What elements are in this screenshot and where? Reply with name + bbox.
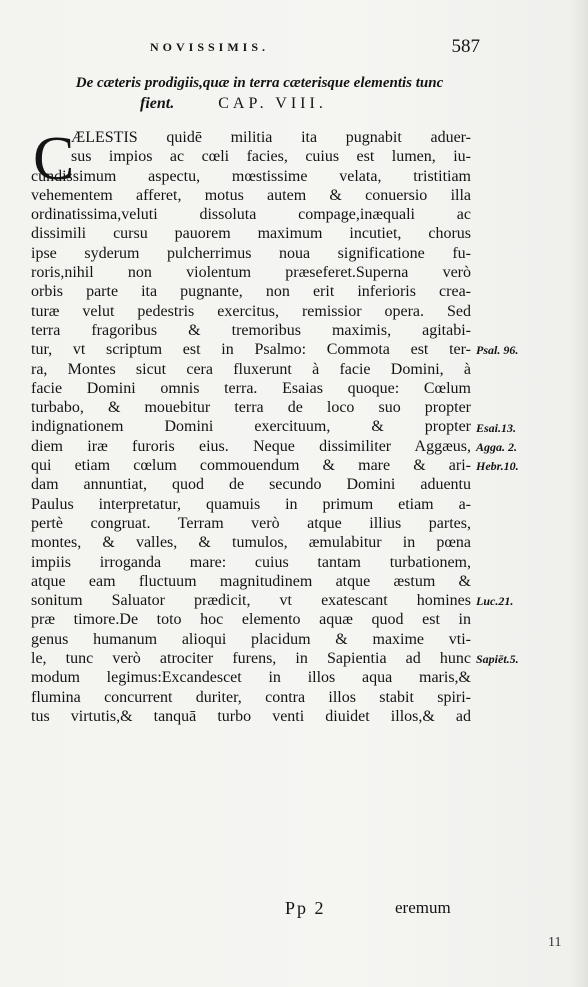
text-line: ordinatissima,veluti dissoluta compage,inæquali ac (31, 206, 471, 224)
text-line: flumina concurrent duriter, contra illos stabit spiri- (31, 688, 471, 706)
text-line: montes, & valles, & tumulos, æmulabitur in pœna (31, 534, 471, 552)
chapter-title-end: fient. (140, 95, 175, 112)
text-line: orbis parte ita pugnante, non erit inferioris crea- (31, 283, 471, 301)
running-head: NOVISSIMIS. (150, 40, 270, 54)
text-line: cundissimum aspectu, mœstissime velata, tristitiam (31, 167, 471, 185)
page-footer (0, 898, 588, 920)
page-header (150, 36, 480, 62)
text-line: impiis irroganda mare: cuius tantam turbationem, (31, 553, 471, 571)
text-line: modum legimus:Excandescet in illos aqua maris,& (31, 669, 471, 687)
catchword: eremum (395, 898, 451, 917)
text-line: Paulus interpretatur, quamuis in primum etiam a- (31, 495, 471, 513)
text-line: diem iræ furoris eius. Neque dissimiliter Aggæus, (31, 437, 471, 455)
text-line: pertè congruat. Terram verò atque illius partes, (31, 514, 471, 532)
text-line: indignationem Domini exercituum, & propter (31, 418, 471, 436)
margin-note: Psal. 96. (476, 343, 519, 358)
text-line: præ timore.De toto hoc elemento aquæ quod est in (31, 611, 471, 629)
chapter-number: CAP. VIII. (218, 95, 327, 112)
text-line: tur, vt scriptum est in Psalmo: Commota est ter- (31, 341, 471, 359)
text-line: ra, Montes sicut cera fluxerunt à facie Domini, à (31, 360, 471, 378)
text-line: le, tunc verò atrociter furens, in Sapientia ad hunc (31, 650, 471, 668)
corner-mark: 11 (548, 935, 562, 950)
text-line: sus impios ac cœli facies, cuius est lumen, iu- (71, 148, 471, 166)
text-line: turæ velut pedestris exercitus, remissior opera. Sed (31, 302, 471, 320)
text-line: atque eam fluctuum magnitudinem atque æstum & (31, 572, 471, 590)
text-line: tus virtutis,& tanquā turbo venti diuidet illos,& ad (31, 707, 471, 725)
text-line: dissimili cursu pauorem maximum incutiet, chorus (31, 225, 471, 243)
chapter-heading (140, 95, 327, 113)
margin-note: Sapiēt.5. (476, 652, 519, 667)
page-edge-shadow (570, 0, 588, 987)
text-line: genus humanum alioqui placidum & maxime vti- (31, 630, 471, 648)
body-text (31, 125, 471, 726)
text-line: roris,nihil non violentum præseferet.Superna verò (31, 264, 471, 282)
chapter-title: De cæteris prodigiis,quæ in terra cæterisque elementis tunc (75, 75, 444, 91)
text-line: vehementem afferet, motus autem & conuersio illa (31, 186, 471, 204)
drop-capital: C (33, 125, 75, 193)
text-line: sonitum Saluator prædicit, vt exatescant homines (31, 592, 471, 610)
text-line: dam annuntiat, quod de secundo Domini aduentu (31, 476, 471, 494)
margin-note: Agga. 2. (476, 439, 518, 454)
text-line: terra fragoribus & tremoribus maximis, agitabi- (31, 321, 471, 339)
text-line: ÆLESTIS quidē militia ita pugnabit aduer- (71, 129, 471, 146)
margin-note: Hebr.10. (476, 459, 519, 474)
page-number: 587 (451, 36, 480, 57)
text-line: turbabo, & mouebitur terra de loco suo propter (31, 399, 471, 417)
margin-note: Luc.21. (476, 594, 514, 609)
margin-note: Esai.13. (476, 420, 517, 435)
text-line: qui etiam cœlum commouendum & mare & ari- (31, 457, 471, 475)
text-line: ipse syderum pulcherrimus noua significatione fu- (31, 244, 471, 262)
text-line: facie Domini omnis terra. Esaias quoque: Cœlum (31, 379, 471, 397)
signature-mark: Pp 2 (285, 898, 326, 918)
